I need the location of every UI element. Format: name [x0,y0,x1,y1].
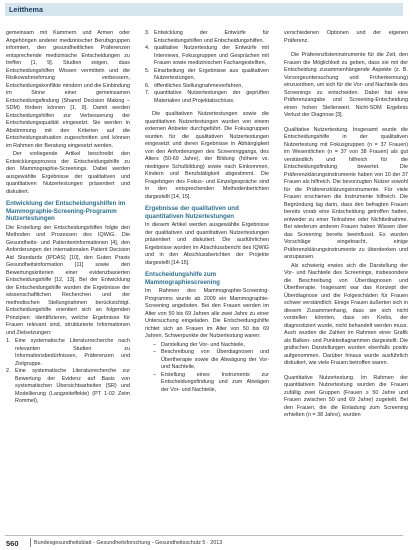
bullet-dash: – [153,371,156,378]
list-item-text: quantitative Nutzertestungen der geprüften Materialien und Projektabschluss. [154,90,269,104]
footer-divider [5,535,403,536]
paragraph: Die qualitativen Nutzertestungen sowie die quantitativen Nutzertestungen wurden von einem externen Anbieter durchgeführt. Die Fokusgruppen wurden für die qualitativen Nutzertestungen eingesetzt und deren Ergebnisse in Abhängigkeit von den Anforderungen des Screeninggangs, des Alters (50-69 Jahre), der Bildung (höhere vs. niedrigere Schulbildung) sowie nach Einkommen, Kindern und Berufstätigkeit abgestimmt. Die Fragebögen des Fokus- und Einzelgespräche sind in den entsprechenden Methodenberichten dargestellt [14, 15]. [145,111,269,200]
list-item [145,30,269,45]
list-number: 2. [6,368,11,375]
column-right [284,30,408,421]
list-number: 7. [145,90,150,96]
paragraph: Die Erstellung der Entscheidungshilfen folgte den Methoden und Prozessen des IQWiG. Die Gesundheits- und Patienteninformationen [4], den Anforderungen der internationalen Patient Decision Aid Standards (IPDAS) [10], den Guten Praxis Gesundheitsinformation [11] sowie den Bewertungskriterien einer evidenzbasierten Entscheidungshilfe [12, 13]. Bei der Entwicklung der Entscheidungshilfe wurden die Ergebnisse der wissenschaftlichen Recherchen und der methodischen Stellungnahmen berücksichtigt. Entscheidungshilfe orientiert sich an folgenden Prinzipien: identifizieren, welche Ergebnisse für Frauen relevant sind, strukturierte Informationen und Zielsetzungen: [6,224,130,336]
column-middle [145,30,269,394]
page-number: 560 [6,539,19,548]
list-item [145,90,269,105]
subsection-heading: Entscheidungshilfe zum Mammographiescreening [145,271,220,286]
list-number: 1. [6,338,11,345]
list-item-text: Einarbeitung der Ergebnisse aus qualitativen Nutzertestungen, [154,67,269,81]
bullet-dash: – [153,341,156,348]
paragraph: Als schwierig erwies sich die Darstellung der Vor- und Nachteile des Screenings, insbesondere die Beschreibung von Überdiagnosen und Übertherapie. Insgesamt war das Konzept der Überdiagnose und die Folgeschäden für Frauen schwer verständlich. Einige Frauen äußerten sich in diesem Zusammenhang, dass sie sich nicht vorstellen könnten, dass ein Krebs, der diagnostiziert wurde, nicht behandelt werden muss. Auch wurden die Zahlen im Rahmen einer Grafik als Balken- und Punktediagrammen dargestellt. Die grafischen Darstellungen wurden ebenfalls positiv aufgenommen. Darüber hinaus wurde ausführlich diskutiert, wie viele Frauen betroffen waren. [284,262,408,366]
section-heading: Entwicklung der Entscheidungshilfen im Mammographie-Screening-Programm Nutzertestungen [6,200,126,223]
bullet-dash: – [153,349,156,356]
section-heading: Ergebnisse der qualitativen und quantitativen Nutzertestungen [145,205,239,220]
list-item-text: öffentliches Stellungnahmeverfahren, [154,82,243,89]
paragraph: Quantitative Nutzertestung. Im Rahmen der quantitativen Nutzertestung wurden die Frauen zufällig zwei Gruppen (Frauen ≥ 50 Jahre und Frauen zwischen 50 und 69 Jahre) zugeteilt. Bei den Frauen, die die Einladung zum Screening erhielten (n = 38 Jahre), wurden [284,374,408,418]
paragraph: Im Rahmen des Mammographie-Screening-Programms wurde ab 2009 ein Mammographie-Screening angeboten. Bei den Frauen werden im Alter von 50 bis 69 Jahren alle zwei Jahre zu einer Untersuchung eingeladen. Die Entscheidungshilfe richtet sich an Frauen im Alter von 50 bis 69 Jahren. Schwerpunkte der Nutzertestung waren: [145,288,269,340]
section-label: Leitthema [9,5,43,14]
list-item [145,372,269,395]
list-item-text: Erstellung eines Instruments zur Entscheidungsfindung und zum Abwägen der Vor- und Nachteile, [161,371,269,393]
column-left [6,30,130,406]
list-number: 6. [145,82,150,89]
list-item [145,68,269,83]
list-item-text: Beschreibung von Überdiagnosen und Übertherapie sowie die Abwägung der Vor- und Nachteile, [161,349,269,371]
list-item [145,83,269,91]
paragraph: gemeinsam mit Kammern und Armen oder Angehörigen anderer medizinischer Berufsgruppen informiert, den gesundheitlichen Präferenzen entsprechende medizinische Entscheidungen zu treffen [1, 9]. Studien zeigen, dass Entscheidungshilfen Wissen vermitteln und die Risikowahrnehmung verbessern, Entscheidungskonflikte mindern und die Einbindung im Sinne einer gemeinsamen Entscheidungsfindung (Shared Decision Making – SDM) fördern können [1, 9]. Damit werden Entscheidungshilfen zur Verbesserung der Entscheidungsqualität eingesetzt. Sie werden in Abstimmung mit den Kriterien auf die Entscheidungssituation zugeschnitten und können im Rahmen der Beratung eingesetzt werden. [6,30,130,149]
list-number: 3. [145,30,150,36]
paragraph: Die Präferenzlisteninstrumente für die Zeit, den Frauen die Möglichkeit zu geben, dass sie mit der Entscheidung zusammenhängende Aspekte (z. B. Vorsorgeuntersuchung und Früherkennung) einzuordnen, um sich für die Vor- und Nachteile des Screenings zu entscheiden. Dabei hat eine Präferenzangabe und Screening-Entscheidung einen hohen Stellenwert. Nicht-SDM Ergebnis Verlust der Diagnose [3]. [284,52,408,118]
journal-citation: Bundesgesundheitsblatt - Gesundheitsforschung - Gesundheitsschutz 5 · 2013 [34,540,223,546]
paragraph: verschiedenen Optionen und der eigenen Präferenz. [284,30,408,44]
list-number: 4. [145,45,150,51]
list-item-text: Entwicklung der Entwürfe für Entscheidungshilfen und Entscheidungshilfen. [154,30,269,44]
paragraph: Qualitative Nutzertestung. Insgesamt wurde die Entscheidungshilfe in der qualitativen Nutzertestung mit Fokusgruppen (n = 37 Frauen) im Wesentlichen (n = 37 von 38 Frauen) als gut verständlich und hilfreich für die Entscheidungsfindung bewertet. Die Präferenzklärungsinstrumente haben von 10 der 37 Frauen als hilfreich. Die bevorzugten Nutzer sowohl für die Präferenzklärungsinstrumente. Für viele Frauen erschienen die Instrumente hilfreich. Die Begründung lag darin, dass den befragten Frauen bereits vorab eine Entscheidung getroffen hatten, entweder zu einer Teilnahme oder Nichtteilnahme. Bei wiederum anderen Frauen haben Wissen über das Screening bereits beeinflusst. Es wurden Vorschläge eingebracht, einige Präferenzklärungsinstrumente zu überdenken und anzupassen. [284,126,408,260]
footer-separator [30,538,31,547]
list-item-text: Eine systematische Literaturrecherche zur Bewertung der Evidenz auf Basis von systematischen Übersichtsarbeiten (SR) und Modellierung (Langzeiteffekte) (PT 1-02 Zeim Rommel), [15,368,130,405]
paragraph: Der vorliegende Artikel beschreibt den Entwicklungsprozess der Entscheidungshilfe zu den Mammographie-Screenings. Dabei werden ausgewählte Ergebnisse der qualitativen und quantitativen Nutzertestungen präsentiert und diskutiert. [6,151,130,195]
list-item-text: Eine systematische Literaturrecherche nach relevanten Studien zu Informationsbedürfnissen, Präferenzen und Zielgruppe. [15,338,130,367]
section-header-bar [5,3,403,16]
list-number: 5. [145,67,150,74]
paragraph: In diesem Artikel werden ausgewählte Ergebnisse der qualitativen und quantitativen Nutzertestungen präsentiert und diskutiert. Die ausführlichen Ergebnisse wurden im Abschlussbericht des IQWiG und in den Abschlussberichten der Projekte dargestellt [14-15]. [145,222,269,266]
list-item-text: qualitative Nutzertestung der Entwürfe mit Interviews, Fokusgruppen und Gesprächen mit Frauen sowie medizinischen Fachangestellten, [154,45,269,66]
list-item [6,338,130,368]
list-item-text: Darstellung der Vor- und Nachteile, [161,341,245,348]
list-item [145,45,269,68]
list-item [6,368,130,406]
list-item [145,349,269,372]
